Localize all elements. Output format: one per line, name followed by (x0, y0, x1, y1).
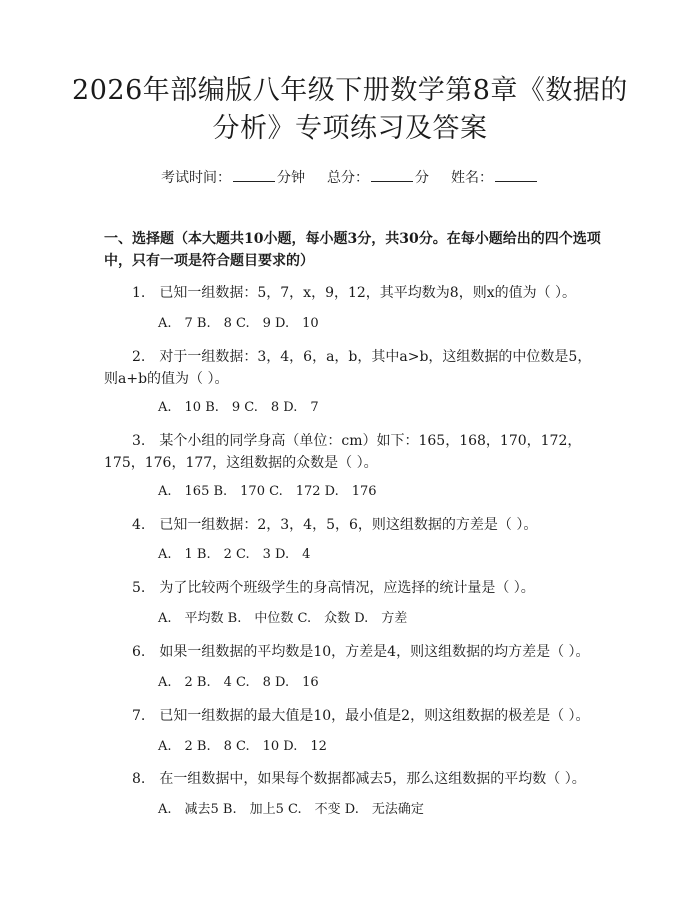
total-score-blank (371, 168, 413, 182)
question-4-options: A. 1 B. 2 C. 3 D. 4 (158, 547, 311, 562)
question-6: 6. 如果一组数据的平均数是10，方差是4，则这组数据的均方差是（ ）。 (132, 644, 590, 660)
question-3-options: A. 165 B. 170 C. 172 D. 176 (158, 484, 377, 499)
question-2: 2. 对于一组数据：3，4，6，a，b，其中a>b，这组数据的中位数是5，则a+b的值为（ ）。 (104, 349, 592, 387)
exam-time-unit: 分钟 (277, 170, 305, 186)
question-1: 1. 已知一组数据：5，7，x，9，12，其平均数为8，则x的值为（ ）。 (132, 285, 577, 301)
name-blank (495, 168, 537, 182)
exam-meta (0, 168, 700, 187)
page-title: 2026年部编版八年级下册数学第8章《数据的分析》专项练习及答案 (72, 75, 628, 144)
question-3: 3. 某个小组的同学身高（单位：cm）如下：165，168，170，172，175，176，177，这组数据的众数是（ ）。 (104, 433, 582, 471)
question-5-options: A. 平均数 B. 中位数 C. 众数 D. 方差 (158, 611, 408, 626)
question-2-options: A. 10 B. 9 C. 8 D. 7 (158, 400, 319, 415)
question-7: 7. 已知一组数据的最大值是10，最小值是2，则这组数据的极差是（ ）。 (132, 708, 590, 724)
question-6-options: A. 2 B. 4 C. 8 D. 16 (158, 675, 319, 690)
question-8: 8. 在一组数据中，如果每个数据都减去5，那么这组数据的平均数（ ）。 (132, 771, 586, 787)
question-4: 4. 已知一组数据：2，3，4，5，6，则这组数据的方差是（ ）。 (132, 517, 538, 533)
name-label: 姓名： (451, 170, 493, 186)
section-heading: 一、选择题（本大题共10小题，每小题3分，共30分。在每小题给出的四个选项中，只有一项是符合题目要求的） (104, 231, 601, 269)
total-score-label: 总分： (327, 170, 369, 186)
question-7-options: A. 2 B. 8 C. 10 D. 12 (158, 739, 327, 754)
exam-time-blank (233, 168, 275, 182)
question-5: 5. 为了比较两个班级学生的身高情况，应选择的统计量是（ ）。 (132, 580, 535, 596)
exam-time-label: 考试时间： (161, 170, 231, 186)
question-1-options: A. 7 B. 8 C. 9 D. 10 (158, 316, 319, 331)
question-8-options: A. 减去5 B. 加上5 C. 不变 D. 无法确定 (158, 802, 424, 817)
total-score-unit: 分 (415, 170, 429, 186)
